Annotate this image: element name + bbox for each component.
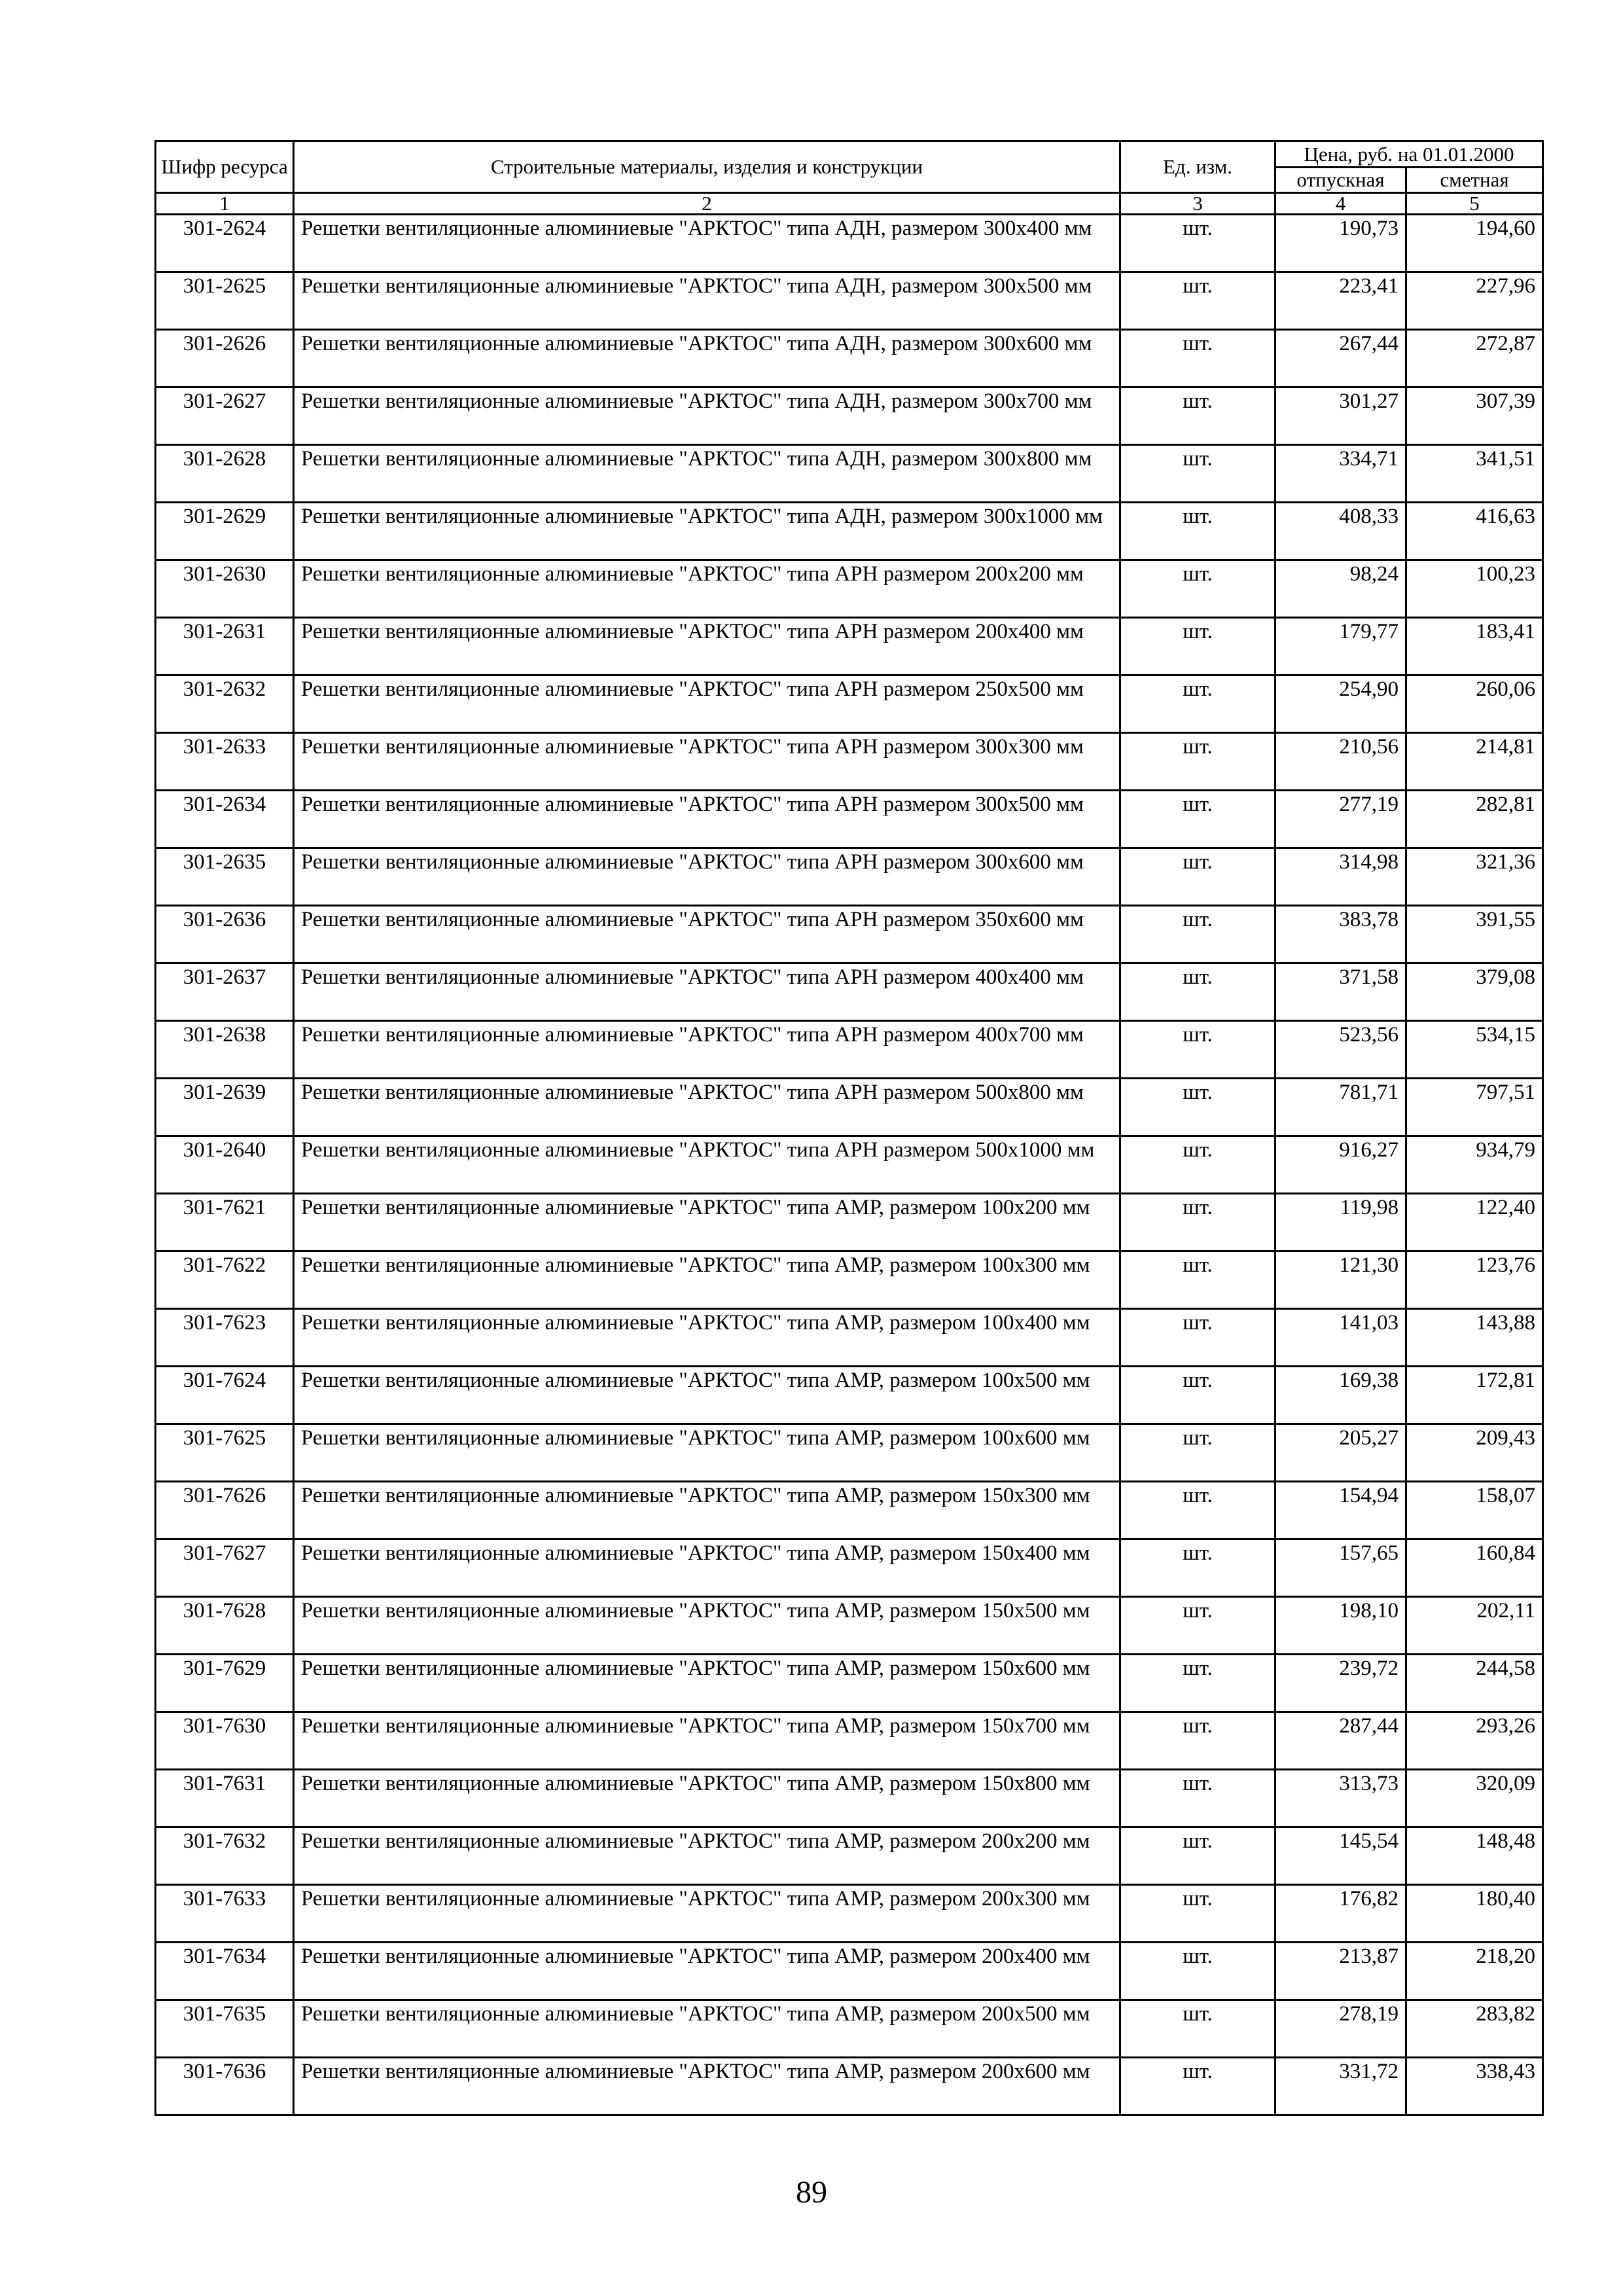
unit-cell: шт. bbox=[1120, 1539, 1275, 1597]
material-name-cell: Решетки вентиляционные алюминиевые "АРКТОС" типа АМР, размером 200x200 мм bbox=[294, 1827, 1120, 1885]
release-price-cell: 277,19 bbox=[1275, 791, 1406, 848]
unit-cell: шт. bbox=[1120, 445, 1275, 503]
table-row bbox=[156, 1309, 1543, 1367]
material-name-cell: Решетки вентиляционные алюминиевые "АРКТОС" типа АРН размером 500x800 мм bbox=[294, 1079, 1120, 1136]
release-price-cell: 119,98 bbox=[1275, 1194, 1406, 1251]
unit-cell: шт. bbox=[1120, 1655, 1275, 1712]
resource-code-cell: 301-7624 bbox=[156, 1367, 294, 1424]
resource-code-cell: 301-2634 bbox=[156, 791, 294, 848]
estimate-price-cell: 338,43 bbox=[1406, 2058, 1543, 2115]
material-name-cell: Решетки вентиляционные алюминиевые "АРКТОС" типа АМР, размером 200x600 мм bbox=[294, 2058, 1120, 2115]
material-name-cell: Решетки вентиляционные алюминиевые "АРКТОС" типа АМР, размером 100x500 мм bbox=[294, 1367, 1120, 1424]
estimate-price-cell: 160,84 bbox=[1406, 1539, 1543, 1597]
page-number: 89 bbox=[796, 2175, 827, 2210]
header-name: Строительные материалы, изделия и конструкции bbox=[294, 141, 1120, 193]
resource-code-cell: 301-7636 bbox=[156, 2058, 294, 2115]
header-unit: Ед. изм. bbox=[1120, 141, 1275, 193]
table-row bbox=[156, 791, 1543, 848]
column-number: 1 bbox=[156, 193, 294, 215]
estimate-price-cell: 260,06 bbox=[1406, 675, 1543, 733]
material-name-cell: Решетки вентиляционные алюминиевые "АРКТОС" типа АМР, размером 150x700 мм bbox=[294, 1712, 1120, 1770]
resource-code-cell: 301-7625 bbox=[156, 1424, 294, 1482]
column-number: 5 bbox=[1406, 193, 1543, 215]
estimate-price-cell: 341,51 bbox=[1406, 445, 1543, 503]
resource-code-cell: 301-2626 bbox=[156, 330, 294, 387]
resource-code-cell: 301-7634 bbox=[156, 1943, 294, 2000]
column-number-row bbox=[156, 193, 1543, 215]
unit-cell: шт. bbox=[1120, 848, 1275, 906]
table-row bbox=[156, 1194, 1543, 1251]
table-row bbox=[156, 1827, 1543, 1885]
material-name-cell: Решетки вентиляционные алюминиевые "АРКТОС" типа АРН размером 400x400 мм bbox=[294, 963, 1120, 1021]
resource-code-cell: 301-2639 bbox=[156, 1079, 294, 1136]
estimate-price-cell: 202,11 bbox=[1406, 1597, 1543, 1655]
unit-cell: шт. bbox=[1120, 675, 1275, 733]
unit-cell: шт. bbox=[1120, 1482, 1275, 1539]
estimate-price-cell: 122,40 bbox=[1406, 1194, 1543, 1251]
unit-cell: шт. bbox=[1120, 1424, 1275, 1482]
resource-code-cell: 301-7629 bbox=[156, 1655, 294, 1712]
table-row bbox=[156, 272, 1543, 330]
material-name-cell: Решетки вентиляционные алюминиевые "АРКТОС" типа АРН размером 200x200 мм bbox=[294, 560, 1120, 618]
resource-code-cell: 301-7633 bbox=[156, 1885, 294, 1943]
estimate-price-cell: 194,60 bbox=[1406, 215, 1543, 272]
estimate-price-cell: 158,07 bbox=[1406, 1482, 1543, 1539]
resource-code-cell: 301-2640 bbox=[156, 1136, 294, 1194]
release-price-cell: 523,56 bbox=[1275, 1021, 1406, 1079]
unit-cell: шт. bbox=[1120, 1136, 1275, 1194]
resource-code-cell: 301-2633 bbox=[156, 733, 294, 791]
resource-code-cell: 301-2625 bbox=[156, 272, 294, 330]
material-name-cell: Решетки вентиляционные алюминиевые "АРКТОС" типа АМР, размером 100x400 мм bbox=[294, 1309, 1120, 1367]
table-row bbox=[156, 963, 1543, 1021]
resource-code-cell: 301-2631 bbox=[156, 618, 294, 675]
table-row bbox=[156, 1367, 1543, 1424]
estimate-price-cell: 934,79 bbox=[1406, 1136, 1543, 1194]
material-name-cell: Решетки вентиляционные алюминиевые "АРКТОС" типа АМР, размером 150x300 мм bbox=[294, 1482, 1120, 1539]
unit-cell: шт. bbox=[1120, 1885, 1275, 1943]
unit-cell: шт. bbox=[1120, 791, 1275, 848]
estimate-price-cell: 534,15 bbox=[1406, 1021, 1543, 1079]
unit-cell: шт. bbox=[1120, 1770, 1275, 1827]
header-price-release: отпускная bbox=[1275, 168, 1406, 193]
estimate-price-cell: 209,43 bbox=[1406, 1424, 1543, 1482]
resource-code-cell: 301-2632 bbox=[156, 675, 294, 733]
table-row bbox=[156, 1539, 1543, 1597]
table-row bbox=[156, 445, 1543, 503]
table-row bbox=[156, 1655, 1543, 1712]
release-price-cell: 331,72 bbox=[1275, 2058, 1406, 2115]
material-name-cell: Решетки вентиляционные алюминиевые "АРКТОС" типа АРН размером 300x300 мм bbox=[294, 733, 1120, 791]
table-row bbox=[156, 1482, 1543, 1539]
unit-cell: шт. bbox=[1120, 1309, 1275, 1367]
material-name-cell: Решетки вентиляционные алюминиевые "АРКТОС" типа АМР, размером 150x400 мм bbox=[294, 1539, 1120, 1597]
material-name-cell: Решетки вентиляционные алюминиевые "АРКТОС" типа АМР, размером 150x600 мм bbox=[294, 1655, 1120, 1712]
table-row bbox=[156, 1885, 1543, 1943]
material-name-cell: Решетки вентиляционные алюминиевые "АРКТОС" типа АМР, размером 200x400 мм bbox=[294, 1943, 1120, 2000]
material-name-cell: Решетки вентиляционные алюминиевые "АРКТОС" типа АМР, размером 100x600 мм bbox=[294, 1424, 1120, 1482]
unit-cell: шт. bbox=[1120, 215, 1275, 272]
table-row bbox=[156, 2058, 1543, 2115]
table-row bbox=[156, 2000, 1543, 2058]
unit-cell: шт. bbox=[1120, 1827, 1275, 1885]
unit-cell: шт. bbox=[1120, 503, 1275, 560]
release-price-cell: 287,44 bbox=[1275, 1712, 1406, 1770]
table-row bbox=[156, 1136, 1543, 1194]
estimate-price-cell: 282,81 bbox=[1406, 791, 1543, 848]
table-header bbox=[156, 141, 1543, 215]
estimate-price-cell: 244,58 bbox=[1406, 1655, 1543, 1712]
estimate-price-cell: 272,87 bbox=[1406, 330, 1543, 387]
resource-code-cell: 301-2636 bbox=[156, 906, 294, 963]
table-body bbox=[156, 215, 1543, 2115]
material-name-cell: Решетки вентиляционные алюминиевые "АРКТОС" типа АДН, размером 300x600 мм bbox=[294, 330, 1120, 387]
estimate-price-cell: 379,08 bbox=[1406, 963, 1543, 1021]
estimate-price-cell: 180,40 bbox=[1406, 1885, 1543, 1943]
release-price-cell: 190,73 bbox=[1275, 215, 1406, 272]
release-price-cell: 334,71 bbox=[1275, 445, 1406, 503]
table-row bbox=[156, 1597, 1543, 1655]
unit-cell: шт. bbox=[1120, 618, 1275, 675]
material-name-cell: Решетки вентиляционные алюминиевые "АРКТОС" типа АМР, размером 100x200 мм bbox=[294, 1194, 1120, 1251]
release-price-cell: 98,24 bbox=[1275, 560, 1406, 618]
estimate-price-cell: 320,09 bbox=[1406, 1770, 1543, 1827]
material-name-cell: Решетки вентиляционные алюминиевые "АРКТОС" типа АРН размером 500x1000 мм bbox=[294, 1136, 1120, 1194]
material-name-cell: Решетки вентиляционные алюминиевые "АРКТОС" типа АРН размером 400x700 мм bbox=[294, 1021, 1120, 1079]
table-row bbox=[156, 848, 1543, 906]
unit-cell: шт. bbox=[1120, 2058, 1275, 2115]
material-name-cell: Решетки вентиляционные алюминиевые "АРКТОС" типа АМР, размером 150x500 мм bbox=[294, 1597, 1120, 1655]
table-row bbox=[156, 1712, 1543, 1770]
release-price-cell: 916,27 bbox=[1275, 1136, 1406, 1194]
material-name-cell: Решетки вентиляционные алюминиевые "АРКТОС" типа АРН размером 200x400 мм bbox=[294, 618, 1120, 675]
resource-code-cell: 301-7623 bbox=[156, 1309, 294, 1367]
table-row bbox=[156, 560, 1543, 618]
release-price-cell: 198,10 bbox=[1275, 1597, 1406, 1655]
estimate-price-cell: 214,81 bbox=[1406, 733, 1543, 791]
table-row bbox=[156, 1770, 1543, 1827]
resource-code-cell: 301-2637 bbox=[156, 963, 294, 1021]
table-row bbox=[156, 906, 1543, 963]
material-name-cell: Решетки вентиляционные алюминиевые "АРКТОС" типа АДН, размером 300x700 мм bbox=[294, 387, 1120, 445]
table-row bbox=[156, 1021, 1543, 1079]
header-price-group: Цена, руб. на 01.01.2000 bbox=[1275, 141, 1543, 168]
unit-cell: шт. bbox=[1120, 1597, 1275, 1655]
table-row bbox=[156, 1943, 1543, 2000]
unit-cell: шт. bbox=[1120, 330, 1275, 387]
table-row bbox=[156, 503, 1543, 560]
release-price-cell: 210,56 bbox=[1275, 733, 1406, 791]
release-price-cell: 169,38 bbox=[1275, 1367, 1406, 1424]
estimate-price-cell: 321,36 bbox=[1406, 848, 1543, 906]
unit-cell: шт. bbox=[1120, 1251, 1275, 1309]
release-price-cell: 383,78 bbox=[1275, 906, 1406, 963]
resource-code-cell: 301-7632 bbox=[156, 1827, 294, 1885]
column-number: 3 bbox=[1120, 193, 1275, 215]
release-price-cell: 301,27 bbox=[1275, 387, 1406, 445]
material-name-cell: Решетки вентиляционные алюминиевые "АРКТОС" типа АМР, размером 150x800 мм bbox=[294, 1770, 1120, 1827]
material-name-cell: Решетки вентиляционные алюминиевые "АРКТОС" типа АРН размером 350x600 мм bbox=[294, 906, 1120, 963]
resource-code-cell: 301-7626 bbox=[156, 1482, 294, 1539]
release-price-cell: 313,73 bbox=[1275, 1770, 1406, 1827]
unit-cell: шт. bbox=[1120, 1367, 1275, 1424]
resource-code-cell: 301-2638 bbox=[156, 1021, 294, 1079]
unit-cell: шт. bbox=[1120, 1079, 1275, 1136]
resource-code-cell: 301-7630 bbox=[156, 1712, 294, 1770]
resource-code-cell: 301-2629 bbox=[156, 503, 294, 560]
estimate-price-cell: 416,63 bbox=[1406, 503, 1543, 560]
resource-code-cell: 301-7627 bbox=[156, 1539, 294, 1597]
material-name-cell: Решетки вентиляционные алюминиевые "АРКТОС" типа АДН, размером 300x500 мм bbox=[294, 272, 1120, 330]
table-row bbox=[156, 1424, 1543, 1482]
release-price-cell: 254,90 bbox=[1275, 675, 1406, 733]
release-price-cell: 314,98 bbox=[1275, 848, 1406, 906]
unit-cell: шт. bbox=[1120, 963, 1275, 1021]
unit-cell: шт. bbox=[1120, 560, 1275, 618]
estimate-price-cell: 183,41 bbox=[1406, 618, 1543, 675]
release-price-cell: 223,41 bbox=[1275, 272, 1406, 330]
unit-cell: шт. bbox=[1120, 1943, 1275, 2000]
unit-cell: шт. bbox=[1120, 906, 1275, 963]
estimate-price-cell: 100,23 bbox=[1406, 560, 1543, 618]
release-price-cell: 121,30 bbox=[1275, 1251, 1406, 1309]
resource-code-cell: 301-2628 bbox=[156, 445, 294, 503]
release-price-cell: 267,44 bbox=[1275, 330, 1406, 387]
release-price-cell: 408,33 bbox=[1275, 503, 1406, 560]
resource-code-cell: 301-2627 bbox=[156, 387, 294, 445]
unit-cell: шт. bbox=[1120, 2000, 1275, 2058]
resource-code-cell: 301-2635 bbox=[156, 848, 294, 906]
material-name-cell: Решетки вентиляционные алюминиевые "АРКТОС" типа АРН размером 250x500 мм bbox=[294, 675, 1120, 733]
estimate-price-cell: 123,76 bbox=[1406, 1251, 1543, 1309]
table-row bbox=[156, 675, 1543, 733]
material-name-cell: Решетки вентиляционные алюминиевые "АРКТОС" типа АМР, размером 100x300 мм bbox=[294, 1251, 1120, 1309]
table-row bbox=[156, 618, 1543, 675]
release-price-cell: 145,54 bbox=[1275, 1827, 1406, 1885]
release-price-cell: 179,77 bbox=[1275, 618, 1406, 675]
table-row bbox=[156, 1251, 1543, 1309]
estimate-price-cell: 797,51 bbox=[1406, 1079, 1543, 1136]
release-price-cell: 205,27 bbox=[1275, 1424, 1406, 1482]
material-name-cell: Решетки вентиляционные алюминиевые "АРКТОС" типа АДН, размером 300x800 мм bbox=[294, 445, 1120, 503]
release-price-cell: 157,65 bbox=[1275, 1539, 1406, 1597]
resource-code-cell: 301-7635 bbox=[156, 2000, 294, 2058]
estimate-price-cell: 148,48 bbox=[1406, 1827, 1543, 1885]
release-price-cell: 278,19 bbox=[1275, 2000, 1406, 2058]
release-price-cell: 176,82 bbox=[1275, 1885, 1406, 1943]
table-row bbox=[156, 733, 1543, 791]
material-name-cell: Решетки вентиляционные алюминиевые "АРКТОС" типа АРН размером 300x500 мм bbox=[294, 791, 1120, 848]
unit-cell: шт. bbox=[1120, 1194, 1275, 1251]
release-price-cell: 239,72 bbox=[1275, 1655, 1406, 1712]
estimate-price-cell: 391,55 bbox=[1406, 906, 1543, 963]
estimate-price-cell: 172,81 bbox=[1406, 1367, 1543, 1424]
price-table bbox=[154, 140, 1544, 2116]
release-price-cell: 213,87 bbox=[1275, 1943, 1406, 2000]
estimate-price-cell: 143,88 bbox=[1406, 1309, 1543, 1367]
resource-code-cell: 301-2624 bbox=[156, 215, 294, 272]
estimate-price-cell: 283,82 bbox=[1406, 2000, 1543, 2058]
unit-cell: шт. bbox=[1120, 1021, 1275, 1079]
unit-cell: шт. bbox=[1120, 1712, 1275, 1770]
unit-cell: шт. bbox=[1120, 387, 1275, 445]
column-number: 4 bbox=[1275, 193, 1406, 215]
material-name-cell: Решетки вентиляционные алюминиевые "АРКТОС" типа АМР, размером 200x500 мм bbox=[294, 2000, 1120, 2058]
resource-code-cell: 301-7622 bbox=[156, 1251, 294, 1309]
header-code: Шифр ресурса bbox=[156, 141, 294, 193]
estimate-price-cell: 293,26 bbox=[1406, 1712, 1543, 1770]
material-name-cell: Решетки вентиляционные алюминиевые "АРКТОС" типа АДН, размером 300x1000 мм bbox=[294, 503, 1120, 560]
table-row bbox=[156, 1079, 1543, 1136]
resource-code-cell: 301-2630 bbox=[156, 560, 294, 618]
table-row bbox=[156, 387, 1543, 445]
release-price-cell: 781,71 bbox=[1275, 1079, 1406, 1136]
estimate-price-cell: 307,39 bbox=[1406, 387, 1543, 445]
material-name-cell: Решетки вентиляционные алюминиевые "АРКТОС" типа АМР, размером 200x300 мм bbox=[294, 1885, 1120, 1943]
unit-cell: шт. bbox=[1120, 272, 1275, 330]
release-price-cell: 371,58 bbox=[1275, 963, 1406, 1021]
unit-cell: шт. bbox=[1120, 733, 1275, 791]
estimate-price-cell: 227,96 bbox=[1406, 272, 1543, 330]
material-name-cell: Решетки вентиляционные алюминиевые "АРКТОС" типа АДН, размером 300x400 мм bbox=[294, 215, 1120, 272]
header-price-estimate: сметная bbox=[1406, 168, 1543, 193]
release-price-cell: 154,94 bbox=[1275, 1482, 1406, 1539]
estimate-price-cell: 218,20 bbox=[1406, 1943, 1543, 2000]
table-row bbox=[156, 215, 1543, 272]
material-name-cell: Решетки вентиляционные алюминиевые "АРКТОС" типа АРН размером 300x600 мм bbox=[294, 848, 1120, 906]
resource-code-cell: 301-7628 bbox=[156, 1597, 294, 1655]
resource-code-cell: 301-7631 bbox=[156, 1770, 294, 1827]
resource-code-cell: 301-7621 bbox=[156, 1194, 294, 1251]
column-number: 2 bbox=[294, 193, 1120, 215]
table-row bbox=[156, 330, 1543, 387]
release-price-cell: 141,03 bbox=[1275, 1309, 1406, 1367]
